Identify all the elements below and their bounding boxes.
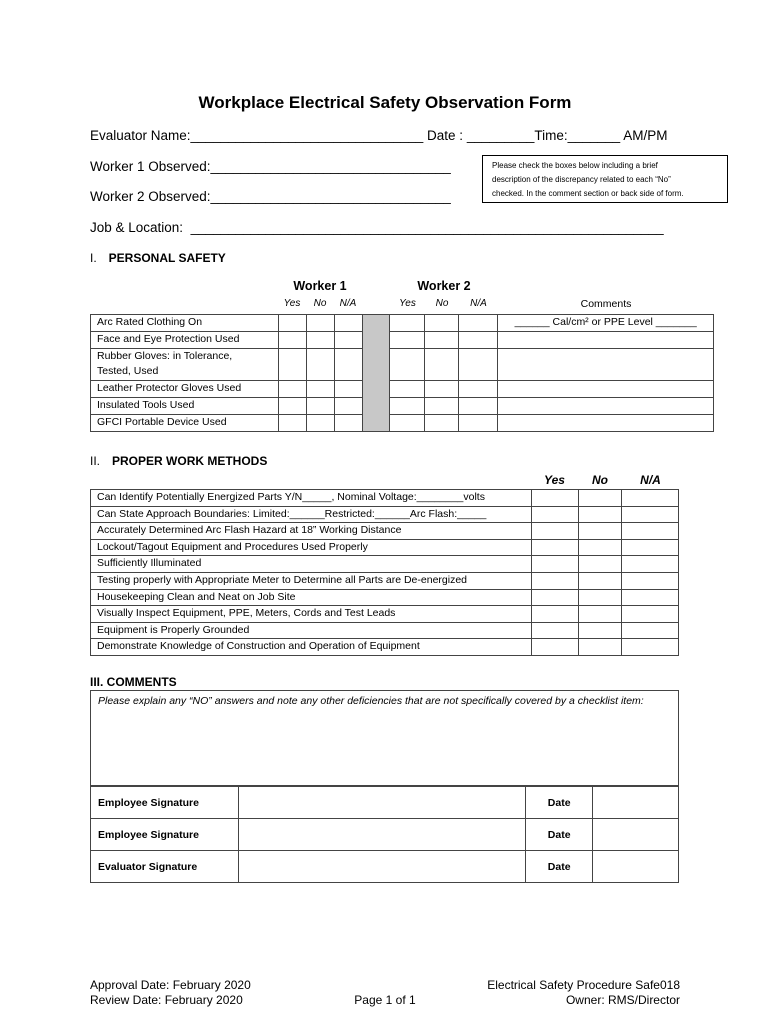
work-methods-table xyxy=(90,489,679,656)
w1-na-cell[interactable] xyxy=(334,415,362,432)
signature-row xyxy=(91,851,679,883)
na-cell[interactable] xyxy=(622,506,679,523)
pwm-yes-header: Yes xyxy=(544,473,565,487)
w1-na-cell[interactable] xyxy=(334,381,362,398)
table-row xyxy=(91,572,679,589)
table-row xyxy=(91,556,679,573)
no-cell[interactable] xyxy=(578,506,622,523)
procedure-id: Electrical Safety Procedure Safe018 xyxy=(487,978,680,992)
section1-title: PERSONAL SAFETY xyxy=(108,251,226,265)
method-label: Equipment is Properly Grounded xyxy=(91,622,532,639)
divider-column xyxy=(362,315,390,432)
job-location-line[interactable]: Job & Location: _______________________________________________________________ xyxy=(90,220,664,235)
signature-label: Employee Signature xyxy=(91,819,239,851)
w2-yes-cell[interactable] xyxy=(390,381,425,398)
method-label: Can Identify Potentially Energized Parts Y/N_____, Nominal Voltage:________volts xyxy=(91,490,532,507)
method-label: Lockout/Tagout Equipment and Procedures Used Properly xyxy=(91,539,532,556)
footer-right xyxy=(487,978,680,1008)
item-label: Face and Eye Protection Used xyxy=(91,332,279,349)
section1-heading xyxy=(90,251,226,265)
comment-cell[interactable] xyxy=(498,398,714,415)
comment-cell[interactable] xyxy=(498,349,714,381)
w1-na-cell[interactable] xyxy=(334,315,362,332)
table-row xyxy=(91,490,679,507)
comments-box[interactable] xyxy=(90,690,679,786)
no-cell[interactable] xyxy=(578,606,622,623)
item-label: Insulated Tools Used xyxy=(91,398,279,415)
item-label: GFCI Portable Device Used xyxy=(91,415,279,432)
method-label: Housekeeping Clean and Neat on Job Site xyxy=(91,589,532,606)
w2-no-cell[interactable] xyxy=(425,381,459,398)
signature-label: Employee Signature xyxy=(91,787,239,819)
w2-no-cell[interactable] xyxy=(425,415,459,432)
na-cell[interactable] xyxy=(622,523,679,540)
instruction-note xyxy=(482,155,728,203)
method-label: Testing properly with Appropriate Meter to Determine all Parts are De-energized xyxy=(91,572,532,589)
comment-cell[interactable] xyxy=(498,415,714,432)
table-row xyxy=(91,349,714,381)
item-label: Arc Rated Clothing On xyxy=(91,315,279,332)
no-cell[interactable] xyxy=(578,523,622,540)
table-row xyxy=(91,606,679,623)
w2-no-cell[interactable] xyxy=(425,349,459,381)
yes-cell[interactable] xyxy=(531,639,578,656)
yes-cell[interactable] xyxy=(531,490,578,507)
approval-date: Approval Date: February 2020 xyxy=(90,978,251,992)
method-label: Visually Inspect Equipment, PPE, Meters, Cords and Test Leads xyxy=(91,606,532,623)
comment-cell[interactable] xyxy=(498,381,714,398)
w2-no-header: No xyxy=(435,298,449,309)
w1-no-cell[interactable] xyxy=(306,398,334,415)
date-field[interactable] xyxy=(593,819,679,851)
w1-yes-cell[interactable] xyxy=(278,398,306,415)
employee-signature-field[interactable] xyxy=(238,787,525,819)
yes-cell[interactable] xyxy=(531,539,578,556)
na-cell[interactable] xyxy=(622,639,679,656)
signature-table xyxy=(90,786,679,883)
w1-na-cell[interactable] xyxy=(334,332,362,349)
method-label: Sufficiently Illuminated xyxy=(91,556,532,573)
employee-signature-field[interactable] xyxy=(238,819,525,851)
date-label: Date xyxy=(526,787,593,819)
w1-no-cell[interactable] xyxy=(306,349,334,381)
date-label: Date xyxy=(526,819,593,851)
table-row xyxy=(91,639,679,656)
table-row xyxy=(91,315,714,332)
yes-cell[interactable] xyxy=(531,572,578,589)
na-cell[interactable] xyxy=(622,606,679,623)
w2-na-cell[interactable] xyxy=(459,332,498,349)
w1-no-cell[interactable] xyxy=(306,415,334,432)
evaluator-line[interactable]: Evaluator Name:_______________________________ Date : _________Time:_______ AM/PM xyxy=(90,128,668,143)
na-cell[interactable] xyxy=(622,556,679,573)
personal-safety-table xyxy=(90,314,714,432)
section3-heading: III. COMMENTS xyxy=(90,675,177,689)
method-label: Demonstrate Knowledge of Construction and Operation of Equipment xyxy=(91,639,532,656)
method-label: Accurately Determined Arc Flash Hazard at 18” Working Distance xyxy=(91,523,532,540)
evaluator-signature-field[interactable] xyxy=(238,851,525,883)
no-cell[interactable] xyxy=(578,589,622,606)
comments-header: Comments xyxy=(580,298,632,310)
na-cell[interactable] xyxy=(622,539,679,556)
w2-yes-cell[interactable] xyxy=(390,315,425,332)
table-row xyxy=(91,398,714,415)
w1-no-cell[interactable] xyxy=(306,332,334,349)
signature-row xyxy=(91,819,679,851)
no-cell[interactable] xyxy=(578,539,622,556)
w1-yes-cell[interactable] xyxy=(278,315,306,332)
item-label xyxy=(91,349,279,381)
note-line: description of the discrepancy related to each “No” xyxy=(492,175,671,184)
table-row xyxy=(91,589,679,606)
review-date: Review Date: February 2020 xyxy=(90,993,243,1007)
comment-cell[interactable] xyxy=(498,332,714,349)
w2-yes-cell[interactable] xyxy=(390,349,425,381)
page-number: Page 1 of 1 xyxy=(354,993,416,1007)
w1-na-cell[interactable] xyxy=(334,398,362,415)
footer-left xyxy=(90,978,251,1008)
table-row xyxy=(91,332,714,349)
yes-cell[interactable] xyxy=(531,556,578,573)
worker1-label: Worker 1 xyxy=(293,279,347,293)
date-field[interactable] xyxy=(593,787,679,819)
worker2-label: Worker 2 xyxy=(417,279,471,293)
yes-cell[interactable] xyxy=(531,523,578,540)
w2-yes-cell[interactable] xyxy=(390,332,425,349)
pwm-na-header: N/A xyxy=(640,473,661,487)
w1-no-cell[interactable] xyxy=(306,315,334,332)
w2-yes-cell[interactable] xyxy=(390,415,425,432)
w1-yes-cell[interactable] xyxy=(278,332,306,349)
owner: Owner: RMS/Director xyxy=(565,993,680,1007)
worker2-line[interactable]: Worker 2 Observed:________________________________ xyxy=(90,189,451,204)
comment-cell[interactable]: ______ Cal/cm² or PPE Level _______ xyxy=(498,315,714,332)
signature-label: Evaluator Signature xyxy=(91,851,239,883)
w1-yes-cell[interactable] xyxy=(278,349,306,381)
pwm-no-header: No xyxy=(592,473,608,487)
yes-cell[interactable] xyxy=(531,606,578,623)
na-cell[interactable] xyxy=(622,572,679,589)
w1-na-cell[interactable] xyxy=(334,349,362,381)
w2-na-cell[interactable] xyxy=(459,349,498,381)
w1-yes-header: Yes xyxy=(283,298,301,309)
section2-number: II. xyxy=(90,454,101,468)
item-label-line: Tested, Used xyxy=(97,365,159,377)
yes-cell[interactable] xyxy=(531,622,578,639)
w1-no-header: No xyxy=(313,298,327,309)
section1-number: I. xyxy=(90,251,97,265)
table-row xyxy=(91,381,714,398)
section2-title: PROPER WORK METHODS xyxy=(112,454,268,468)
na-cell[interactable] xyxy=(622,589,679,606)
date-label: Date xyxy=(526,851,593,883)
w1-yes-cell[interactable] xyxy=(278,381,306,398)
yes-cell[interactable] xyxy=(531,506,578,523)
w2-na-cell[interactable] xyxy=(459,315,498,332)
no-cell[interactable] xyxy=(578,639,622,656)
item-label: Leather Protector Gloves Used xyxy=(91,381,279,398)
w2-no-cell[interactable] xyxy=(425,315,459,332)
item-label-line: Rubber Gloves: in Tolerance, xyxy=(97,350,233,362)
note-line: Please check the boxes below including a brief xyxy=(492,161,658,170)
no-cell[interactable] xyxy=(578,490,622,507)
w2-na-cell[interactable] xyxy=(459,398,498,415)
method-label: Can State Approach Boundaries: Limited:______Restricted:______Arc Flash:_____ xyxy=(91,506,532,523)
table-row xyxy=(91,622,679,639)
table-row xyxy=(91,523,679,540)
w2-no-cell[interactable] xyxy=(425,398,459,415)
no-cell[interactable] xyxy=(578,556,622,573)
table-row xyxy=(91,506,679,523)
form-title: Workplace Electrical Safety Observation Form xyxy=(198,93,572,112)
note-line: checked. In the comment section or back side of form. xyxy=(492,189,684,198)
w2-yes-header: Yes xyxy=(399,298,416,309)
na-cell[interactable] xyxy=(622,490,679,507)
comments-instruction: Please explain any “NO” answers and note any other deficiencies that are not specifically covered by a checklist item: xyxy=(98,695,644,707)
w2-yes-cell[interactable] xyxy=(390,398,425,415)
no-cell[interactable] xyxy=(578,572,622,589)
table-row xyxy=(91,539,679,556)
w1-na-header: N/A xyxy=(339,298,357,309)
section2-heading xyxy=(90,454,267,468)
w2-na-header: N/A xyxy=(470,298,487,309)
yes-cell[interactable] xyxy=(531,589,578,606)
na-cell[interactable] xyxy=(622,622,679,639)
worker1-line[interactable]: Worker 1 Observed:________________________________ xyxy=(90,159,451,174)
no-cell[interactable] xyxy=(578,622,622,639)
signature-row xyxy=(91,787,679,819)
w2-na-cell[interactable] xyxy=(459,381,498,398)
w2-no-cell[interactable] xyxy=(425,332,459,349)
table-row xyxy=(91,415,714,432)
w1-yes-cell[interactable] xyxy=(278,415,306,432)
w1-no-cell[interactable] xyxy=(306,381,334,398)
date-field[interactable] xyxy=(593,851,679,883)
w2-na-cell[interactable] xyxy=(459,415,498,432)
